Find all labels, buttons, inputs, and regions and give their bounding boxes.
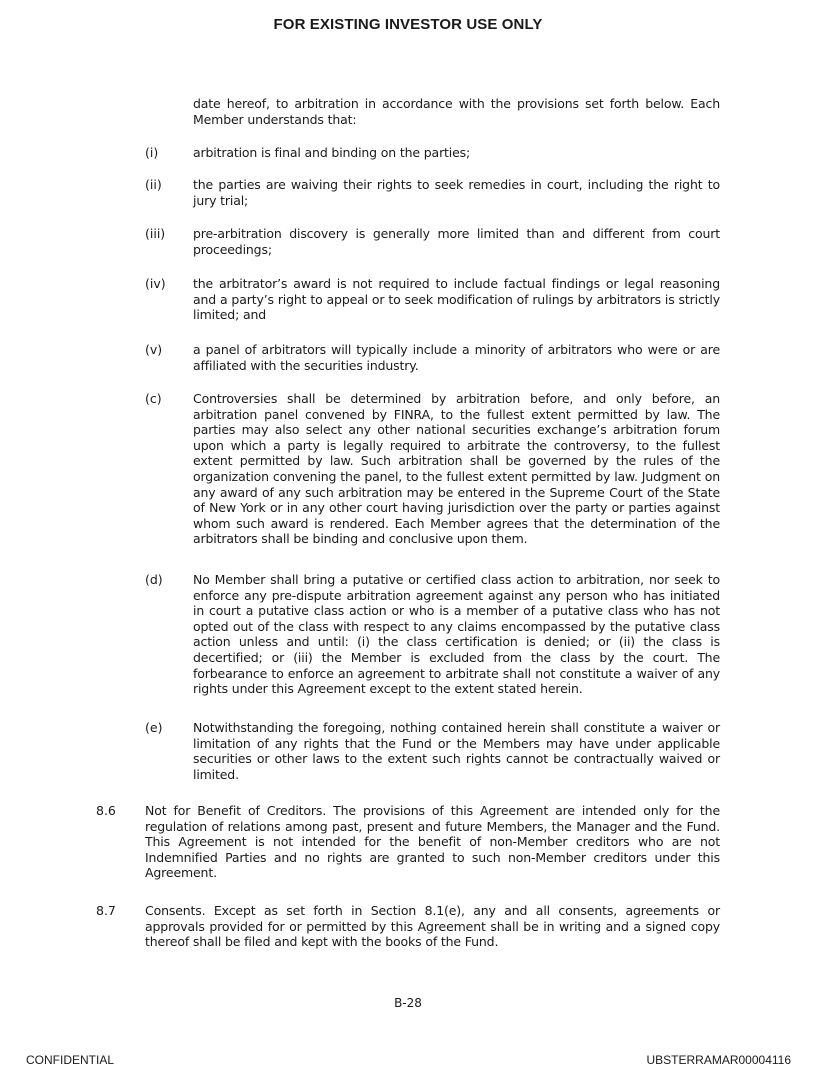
list-item-text: No Member shall bring a putative or certified class action to arbitration, nor seek to enforce any pre-dispute arbitration agreement against any person who has initiated in court a putative class action or who is a member of a putative class who has not opted out of the class with respect to any claims encompassed by the putative class action unless and until: (i) the class certification is denied; or (ii) the class is decertified; or (iii) the Member is excluded from the class by the court. The forbearance to enforce an agreement to arbitrate shall not constitute a waiver of any rights under this Agreement except to the extent stated herein. [193,572,720,697]
list-item-text: Controversies shall be determined by arbitration before, and only before, an arbitration panel convened by FINRA, to the fullest extent permitted by law. The parties may also select any other national securities exchange’s arbitration forum upon which a party is legally required to arbitrate the controversy, to the fullest extent permitted by law. Such arbitration shall be governed by the rules of the organization convening the panel, to the fullest extent permitted by law. Judgment on any award of any such arbitration may be entered in the Supreme Court of the State of New York or in any other court having jurisdiction over the party or parties against whom such award is rendered. Each Member agrees that the determination of the arbitrators shall be binding and conclusive upon them. [193,391,720,547]
list-item-text: Notwithstanding the foregoing, nothing contained herein shall constitute a waiver or limitation of any rights that the Fund or the Members may have under applicable securities or other laws to the extent such rights cannot be contractually waived or limited. [193,720,720,782]
list-item-text: pre-arbitration discovery is generally more limited than and different from court proceedings; [193,226,720,257]
list-item-label: (d) [145,572,163,587]
list-item-label: (v) [145,342,163,357]
section-number: 8.7 [96,903,116,918]
intro-paragraph: date hereof, to arbitration in accordance with the provisions set forth below. Each Member understands that: [193,96,720,127]
list-item-label: (c) [145,391,162,406]
bates-number: UBSTERRAMAR00004116 [646,1053,791,1067]
list-item-label: (iv) [145,276,166,291]
list-item-label: (e) [145,720,163,735]
section-text: Not for Benefit of Creditors. The provisions of this Agreement are intended only for the regulation of relations among past, present and future Members, the Manager and the Fund. This Agreement is not intended for the benefit of non-Member creditors who are not Indemnified Parties and no rights are granted to such non-Member creditors under this Agreement. [145,803,720,881]
list-item-label: (iii) [145,226,166,241]
list-item-text: the parties are waiving their rights to seek remedies in court, including the right to jury trial; [193,177,720,208]
list-item-label: (ii) [145,177,162,192]
confidential-label: CONFIDENTIAL [26,1053,115,1067]
section-text: Consents. Except as set forth in Section 8.1(e), any and all consents, agreements or approvals provided for or permitted by this Agreement shall be in writing and a signed copy thereof shall be filed and kept with the books of the Fund. [145,903,720,950]
section-number: 8.6 [96,803,116,818]
page-number: B-28 [394,996,422,1010]
list-item-text: the arbitrator’s award is not required to include factual findings or legal reasoning and a party’s right to appeal or to seek modification of rulings by arbitrators is strictly limited; and [193,276,720,323]
list-item-text: a panel of arbitrators will typically include a minority of arbitrators who were or are affiliated with the securities industry. [193,342,720,373]
list-item-label: (i) [145,145,159,160]
page-header: FOR EXISTING INVESTOR USE ONLY [273,16,543,33]
list-item-text: arbitration is final and binding on the parties; [193,145,471,160]
